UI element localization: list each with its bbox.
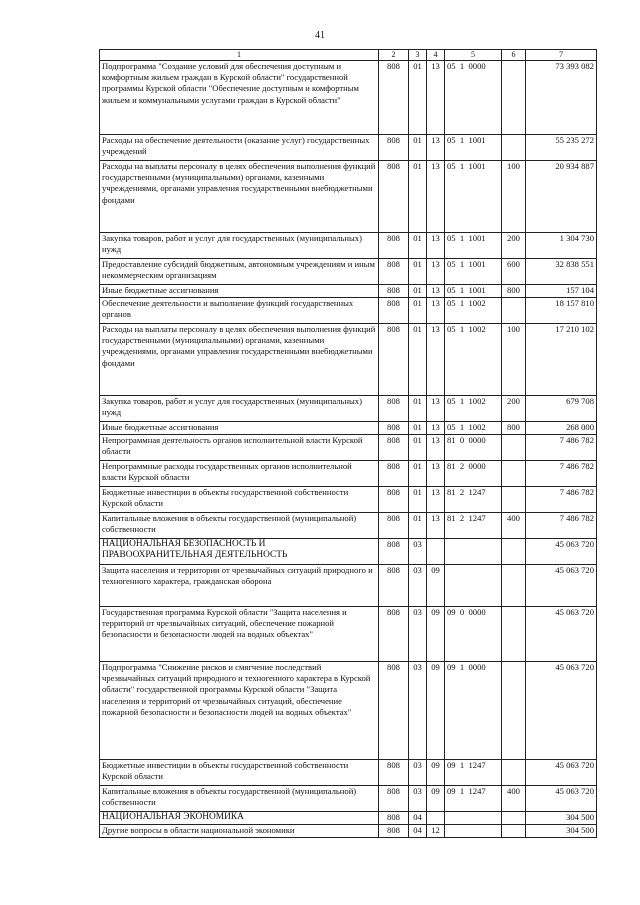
expense-type-code — [502, 812, 526, 825]
target-article-code: 05 1 1001 — [445, 259, 502, 285]
subsection-code: 13 — [427, 233, 445, 259]
amount: 73 393 082 — [526, 61, 597, 135]
row-name: Капитальные вложения в объекты государственной (муниципальной) собственности — [100, 513, 379, 539]
target-article-code: 81 2 0000 — [445, 461, 502, 487]
table-row — [100, 259, 597, 285]
target-article-code: 05 1 1001 — [445, 285, 502, 298]
table-row — [100, 461, 597, 487]
row-name: Бюджетные инвестиции в объекты государственной собственности Курской области — [100, 487, 379, 513]
subsection-code: 09 — [427, 565, 445, 607]
section-code: 01 — [409, 135, 427, 161]
section-code: 01 — [409, 233, 427, 259]
admin-code: 808 — [379, 487, 409, 513]
row-name: Обеспечение деятельности и выполнение функций государственных органов — [100, 298, 379, 324]
amount: 7 486 782 — [526, 461, 597, 487]
table-row — [100, 812, 597, 825]
subsection-code: 09 — [427, 760, 445, 786]
expense-type-code: 400 — [502, 786, 526, 812]
target-article-code — [445, 539, 502, 565]
subsection-code: 09 — [427, 662, 445, 760]
admin-code: 808 — [379, 539, 409, 565]
row-name: Подпрограмма "Снижение рисков и смягчение последствий чрезвычайных ситуаций природного и техногенного характера в Курской области" государственной программы Курской области "Защита населения и территорий от чрезвычайных ситуаций, обеспечение пожарной безопасности и безопасности людей на водных объектах" — [100, 662, 379, 760]
admin-code: 808 — [379, 324, 409, 396]
admin-code: 808 — [379, 565, 409, 607]
section-code: 01 — [409, 435, 427, 461]
subsection-code: 13 — [427, 396, 445, 422]
target-article-code: 09 1 1247 — [445, 786, 502, 812]
table-row — [100, 396, 597, 422]
section-code: 03 — [409, 539, 427, 565]
amount: 304 500 — [526, 825, 597, 838]
table-row — [100, 607, 597, 662]
expense-type-code: 100 — [502, 161, 526, 233]
table-row — [100, 760, 597, 786]
row-name: Закупка товаров, работ и услуг для государственных (муниципальных) нужд — [100, 396, 379, 422]
table-row — [100, 135, 597, 161]
table-row — [100, 422, 597, 435]
amount: 18 157 810 — [526, 298, 597, 324]
target-article-code: 05 1 1001 — [445, 233, 502, 259]
row-name: Иные бюджетные ассигнования — [100, 285, 379, 298]
section-code: 01 — [409, 61, 427, 135]
expense-type-code — [502, 565, 526, 607]
amount: 268 000 — [526, 422, 597, 435]
admin-code: 808 — [379, 662, 409, 760]
subsection-code: 12 — [427, 825, 445, 838]
section-code: 03 — [409, 786, 427, 812]
column-header: 2 — [379, 50, 409, 61]
row-name: Бюджетные инвестиции в объекты государственной собственности Курской области — [100, 760, 379, 786]
expense-type-code — [502, 662, 526, 760]
expense-type-code: 200 — [502, 233, 526, 259]
subsection-code: 13 — [427, 461, 445, 487]
admin-code: 808 — [379, 461, 409, 487]
target-article-code: 81 2 1247 — [445, 513, 502, 539]
target-article-code — [445, 812, 502, 825]
column-header: 3 — [409, 50, 427, 61]
table-row — [100, 161, 597, 233]
amount: 45 063 720 — [526, 565, 597, 607]
target-article-code: 09 1 0000 — [445, 662, 502, 760]
admin-code: 808 — [379, 135, 409, 161]
admin-code: 808 — [379, 285, 409, 298]
target-article-code — [445, 565, 502, 607]
expense-type-code: 800 — [502, 422, 526, 435]
row-name: Капитальные вложения в объекты государственной (муниципальной) собственности — [100, 786, 379, 812]
table-row — [100, 285, 597, 298]
amount: 20 934 887 — [526, 161, 597, 233]
section-code: 01 — [409, 324, 427, 396]
expense-type-code: 600 — [502, 259, 526, 285]
expense-type-code — [502, 539, 526, 565]
admin-code: 808 — [379, 61, 409, 135]
expense-type-code — [502, 607, 526, 662]
section-code: 03 — [409, 607, 427, 662]
subsection-code: 13 — [427, 487, 445, 513]
amount: 45 063 720 — [526, 662, 597, 760]
section-code: 03 — [409, 662, 427, 760]
admin-code: 808 — [379, 298, 409, 324]
row-name: Непрограммная деятельность органов исполнительной власти Курской области — [100, 435, 379, 461]
row-name: Расходы на выплаты персоналу в целях обеспечения выполнения функций государственными (муниципальными) органами, казенными учреждениями, органами управления государственными внебюджетными фондами — [100, 324, 379, 396]
target-article-code: 05 1 1002 — [445, 324, 502, 396]
section-code: 01 — [409, 298, 427, 324]
row-name: Защита населения и территории от чрезвычайных ситуаций природного и техногенного характера, гражданская оборона — [100, 565, 379, 607]
subsection-code: 13 — [427, 324, 445, 396]
table-row — [100, 324, 597, 396]
subsection-code: 13 — [427, 435, 445, 461]
target-article-code: 05 1 1002 — [445, 422, 502, 435]
section-code: 04 — [409, 825, 427, 838]
section-code: 03 — [409, 565, 427, 607]
subsection-code: 13 — [427, 422, 445, 435]
row-name: Расходы на обеспечение деятельности (оказание услуг) государственных учреждений — [100, 135, 379, 161]
expense-type-code: 200 — [502, 396, 526, 422]
admin-code: 808 — [379, 435, 409, 461]
table-row — [100, 487, 597, 513]
admin-code: 808 — [379, 786, 409, 812]
column-header-row — [100, 50, 597, 61]
expense-type-code: 100 — [502, 324, 526, 396]
subsection-code — [427, 812, 445, 825]
amount: 45 063 720 — [526, 539, 597, 565]
amount: 45 063 720 — [526, 760, 597, 786]
admin-code: 808 — [379, 760, 409, 786]
section-code: 01 — [409, 161, 427, 233]
subsection-code: 13 — [427, 161, 445, 233]
subsection-code: 13 — [427, 135, 445, 161]
amount: 7 486 782 — [526, 487, 597, 513]
target-article-code: 05 1 1001 — [445, 135, 502, 161]
subsection-code: 13 — [427, 513, 445, 539]
table-row — [100, 825, 597, 838]
table-row — [100, 565, 597, 607]
subsection-code: 13 — [427, 259, 445, 285]
page-number: 41 — [315, 30, 325, 41]
subsection-code — [427, 539, 445, 565]
row-name: НАЦИОНАЛЬНАЯ БЕЗОПАСНОСТЬ И ПРАВООХРАНИТЕЛЬНАЯ ДЕЯТЕЛЬНОСТЬ — [100, 539, 379, 565]
row-name: Другие вопросы в области национальной экономики — [100, 825, 379, 838]
admin-code: 808 — [379, 161, 409, 233]
expense-type-code — [502, 487, 526, 513]
row-name: Расходы на выплаты персоналу в целях обеспечения выполнения функций государственными (муниципальными) органами, казенными учреждениями, органами управления государственными внебюджетными фондами — [100, 161, 379, 233]
admin-code: 808 — [379, 233, 409, 259]
expense-type-code — [502, 825, 526, 838]
amount: 55 235 272 — [526, 135, 597, 161]
expense-type-code — [502, 135, 526, 161]
section-code: 01 — [409, 422, 427, 435]
expense-type-code — [502, 760, 526, 786]
amount: 679 708 — [526, 396, 597, 422]
amount: 7 486 782 — [526, 435, 597, 461]
expense-type-code — [502, 298, 526, 324]
target-article-code: 05 1 0000 — [445, 61, 502, 135]
target-article-code: 09 0 0000 — [445, 607, 502, 662]
amount: 1 304 730 — [526, 233, 597, 259]
subsection-code: 09 — [427, 607, 445, 662]
amount: 157 104 — [526, 285, 597, 298]
expense-type-code — [502, 461, 526, 487]
row-name: Закупка товаров, работ и услуг для государственных (муниципальных) нужд — [100, 233, 379, 259]
column-header: 1 — [100, 50, 379, 61]
amount: 304 500 — [526, 812, 597, 825]
target-article-code: 81 2 1247 — [445, 487, 502, 513]
section-code: 01 — [409, 396, 427, 422]
table-row — [100, 513, 597, 539]
admin-code: 808 — [379, 422, 409, 435]
column-header: 7 — [526, 50, 597, 61]
table-row — [100, 662, 597, 760]
subsection-code: 13 — [427, 61, 445, 135]
row-name: Подпрограмма "Создание условий для обеспечения доступным и комфортным жильем граждан в Курской области" государственной программы Курской области "Обеспечение доступным и комфортным жильем и коммунальными услугами граждан в Курской области" — [100, 61, 379, 135]
section-code: 01 — [409, 513, 427, 539]
admin-code: 808 — [379, 259, 409, 285]
section-code: 01 — [409, 259, 427, 285]
row-name: Непрограммные расходы государственных органов исполнительной власти Курской области — [100, 461, 379, 487]
table-row — [100, 298, 597, 324]
target-article-code: 05 1 1002 — [445, 298, 502, 324]
row-name: Предоставление субсидий бюджетным, автономным учреждениям и иным некоммерческим организациям — [100, 259, 379, 285]
row-name: НАЦИОНАЛЬНАЯ ЭКОНОМИКА — [100, 812, 379, 825]
table-row — [100, 539, 597, 565]
row-name: Иные бюджетные ассигнования — [100, 422, 379, 435]
admin-code: 808 — [379, 825, 409, 838]
column-header: 5 — [445, 50, 502, 61]
amount: 45 063 720 — [526, 607, 597, 662]
section-code: 01 — [409, 487, 427, 513]
section-code: 04 — [409, 812, 427, 825]
budget-table — [99, 49, 597, 838]
target-article-code: 05 1 1002 — [445, 396, 502, 422]
row-name: Государственная программа Курской области "Защита населения и территорий от чрезвычайных ситуаций, обеспечение пожарной безопасности и безопасности людей на водных объектах" — [100, 607, 379, 662]
admin-code: 808 — [379, 812, 409, 825]
table-row — [100, 435, 597, 461]
subsection-code: 13 — [427, 285, 445, 298]
subsection-code: 13 — [427, 298, 445, 324]
column-header: 4 — [427, 50, 445, 61]
target-article-code: 81 0 0000 — [445, 435, 502, 461]
section-code: 03 — [409, 760, 427, 786]
section-code: 01 — [409, 461, 427, 487]
section-code: 01 — [409, 285, 427, 298]
table-row — [100, 61, 597, 135]
amount: 7 486 782 — [526, 513, 597, 539]
amount: 45 063 720 — [526, 786, 597, 812]
expense-type-code — [502, 61, 526, 135]
target-article-code: 09 1 1247 — [445, 760, 502, 786]
table-row — [100, 786, 597, 812]
admin-code: 808 — [379, 396, 409, 422]
amount: 17 210 102 — [526, 324, 597, 396]
subsection-code: 09 — [427, 786, 445, 812]
column-header: 6 — [502, 50, 526, 61]
admin-code: 808 — [379, 513, 409, 539]
expense-type-code: 400 — [502, 513, 526, 539]
expense-type-code — [502, 435, 526, 461]
target-article-code: 05 1 1001 — [445, 161, 502, 233]
table-row — [100, 233, 597, 259]
expense-type-code: 800 — [502, 285, 526, 298]
admin-code: 808 — [379, 607, 409, 662]
target-article-code — [445, 825, 502, 838]
amount: 32 838 551 — [526, 259, 597, 285]
